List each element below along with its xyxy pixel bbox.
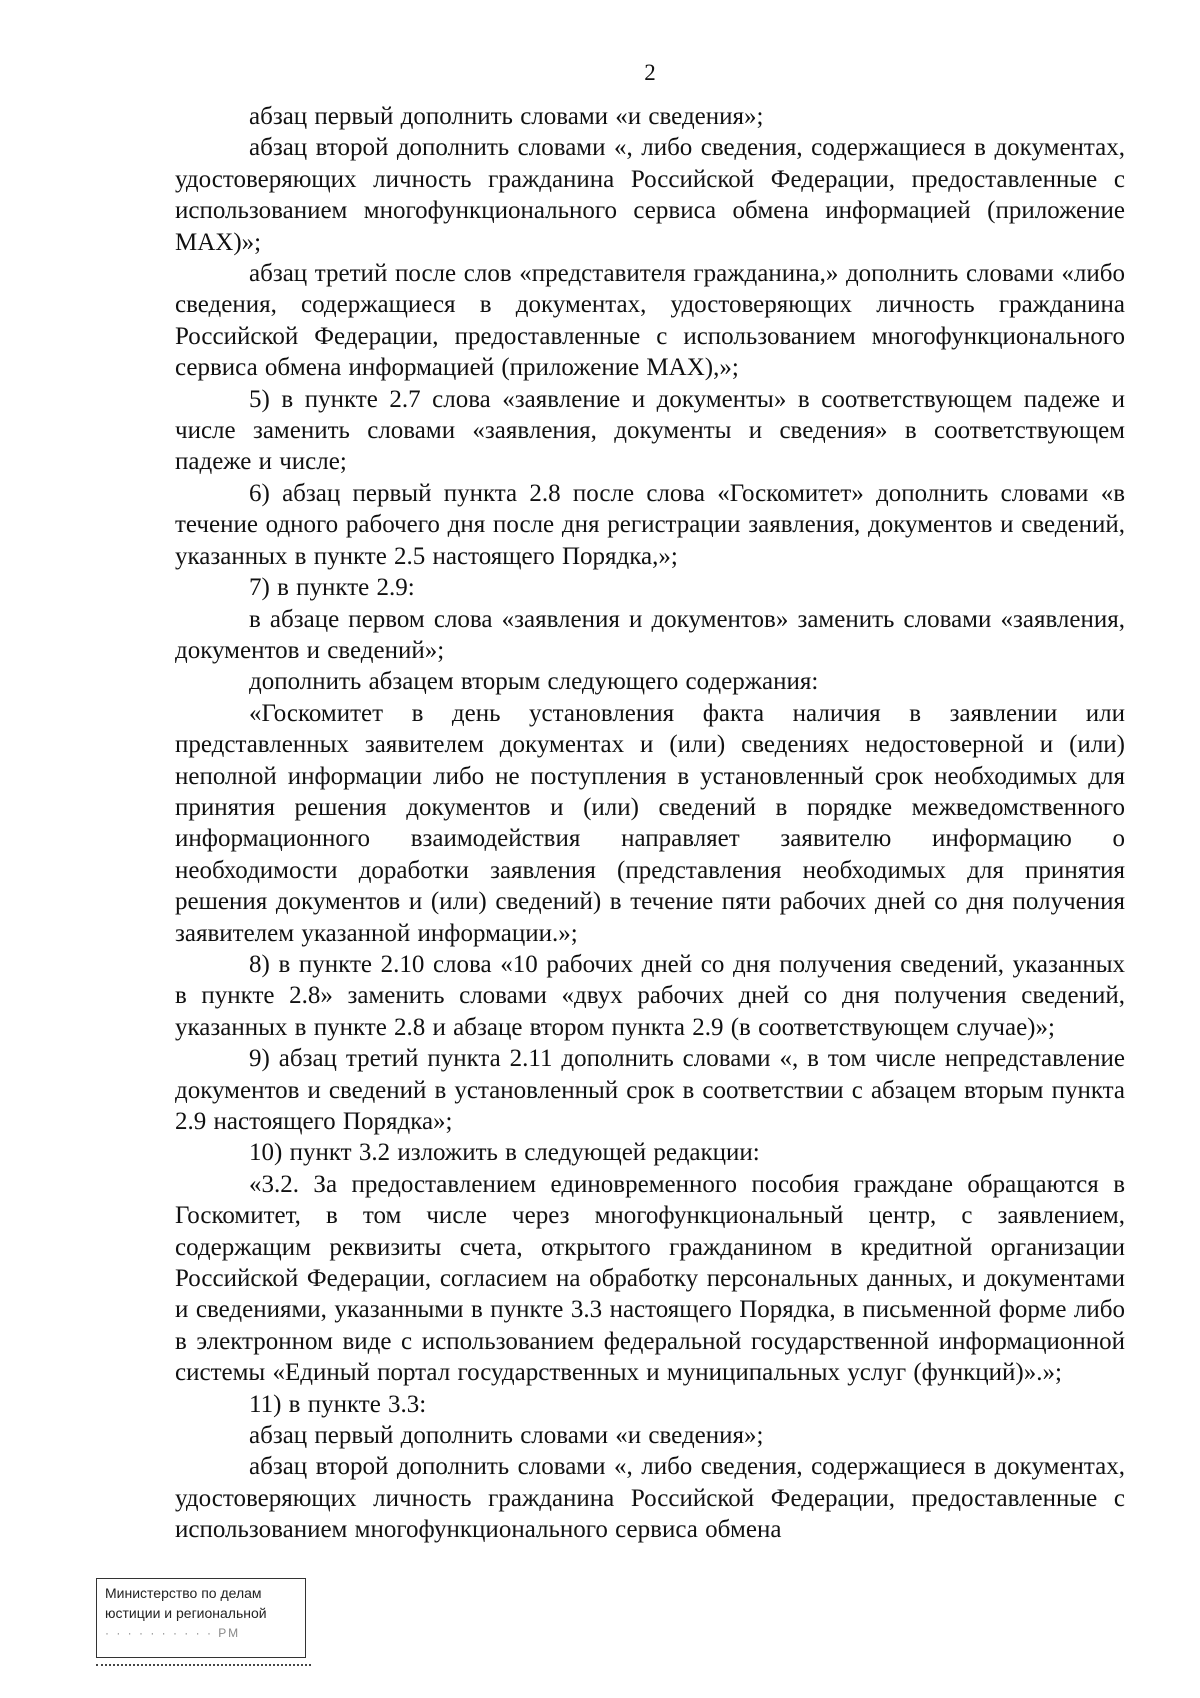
paragraph: абзац третий после слов «представителя гражданина,» дополнить словами «либо сведения, содержащиеся в документах, удостоверяющих личность гражданина Российской Федерации, предоставленные с использованием многофункционального сервиса обмена информацией (приложение MAX),»; [175,260,1125,382]
stamp-line: Министерство по делам [105,1585,262,1601]
paragraph: дополнить абзацем вторым следующего содержания: [249,668,819,696]
paragraph: 11) в пункте 3.3: [249,1390,427,1418]
registration-stamp [96,1578,306,1658]
paragraph: абзац первый дополнить словами «и сведения»; [249,1422,764,1450]
paragraph: абзац второй дополнить словами «, либо сведения, содержащиеся в документах, удостоверяющих личность гражданина Российской Федерации, предоставленные с использованием многофункционального сервиса обмена информацией (приложение MAX)»; [175,134,1125,256]
stamp-divider [96,1664,311,1666]
paragraph: в абзаце первом слова «заявления и документов» заменить словами «заявления, документов и сведений»; [175,605,1125,664]
paragraph: 9) абзац третий пункта 2.11 дополнить словами «, в том числе непредставление документов и сведений в установленный срок в соответствии с абзацем вторым пункта 2.9 настоящего Порядка»; [175,1045,1125,1135]
paragraph: «3.2. За предоставлением единовременного пособия граждане обращаются в Госкомитет, в том числе через многофункциональный центр, с заявлением, содержащим реквизиты счета, открытого гражданином в кредитной организации Российской Федерации, согласием на обработку персональных данных, и документами и сведениями, указанными в пункте 3.3 настоящего Порядка, в письменной форме либо в электронном виде с использованием федеральной государственной информационной системы «Единый портал государственных и муниципальных услуг (функций)».»; [175,1170,1125,1387]
paragraph: абзац первый дополнить словами «и сведения»; [249,103,764,130]
stamp-line: юстиции и региональной [105,1605,267,1621]
paragraph: 6) абзац первый пункта 2.8 после слова «Госкомитет» дополнить словами «в течение одного рабочего дня после дня регистрации заявления, документов и сведений, указанных в пункте 2.5 настоящего Порядка,»; [175,479,1125,570]
paragraph: абзац второй дополнить словами «, либо сведения, содержащиеся в документах, удостоверяющих личность гражданина Российской Федерации, предоставленные с использованием многофункционального сервиса обмена [175,1453,1125,1544]
paragraph: 7) в пункте 2.9: [249,574,415,602]
paragraph: 10) пункт 3.2 изложить в следующей редакции: [249,1139,760,1167]
page-number: 2 [644,60,656,85]
paragraph: 5) в пункте 2.7 слова «заявление и документы» в соответствующем падеже и числе заменить словами «заявления, документы и сведения» в соответствующем падеже и числе; [175,385,1125,476]
stamp-line: · · · · · · · · · · РМ [105,1626,241,1640]
document-body [175,101,1125,1546]
paragraph: «Госкомитет в день установления факта наличия в заявлении или представленных заявителем документах и (или) сведениях недостоверной и (или) неполной информации либо не поступления в установленный срок необходимых для принятия решения документов и (или) сведений в порядке межведомственного информационного взаимодействия направляет заявителю информацию о необходимости доработки заявления (представления необходимых для принятия решения документов и (или) сведений) в течение пяти рабочих дней со дня получения заявителем указанной информации.»; [175,699,1125,947]
paragraph: 8) в пункте 2.10 слова «10 рабочих дней со дня получения сведений, указанных в пункте 2.8» заменить словами «двух рабочих дней со дня получения сведений, указанных в пункте 2.8 и абзаце втором пункта 2.9 (в соответствующем случае)»; [175,950,1125,1041]
